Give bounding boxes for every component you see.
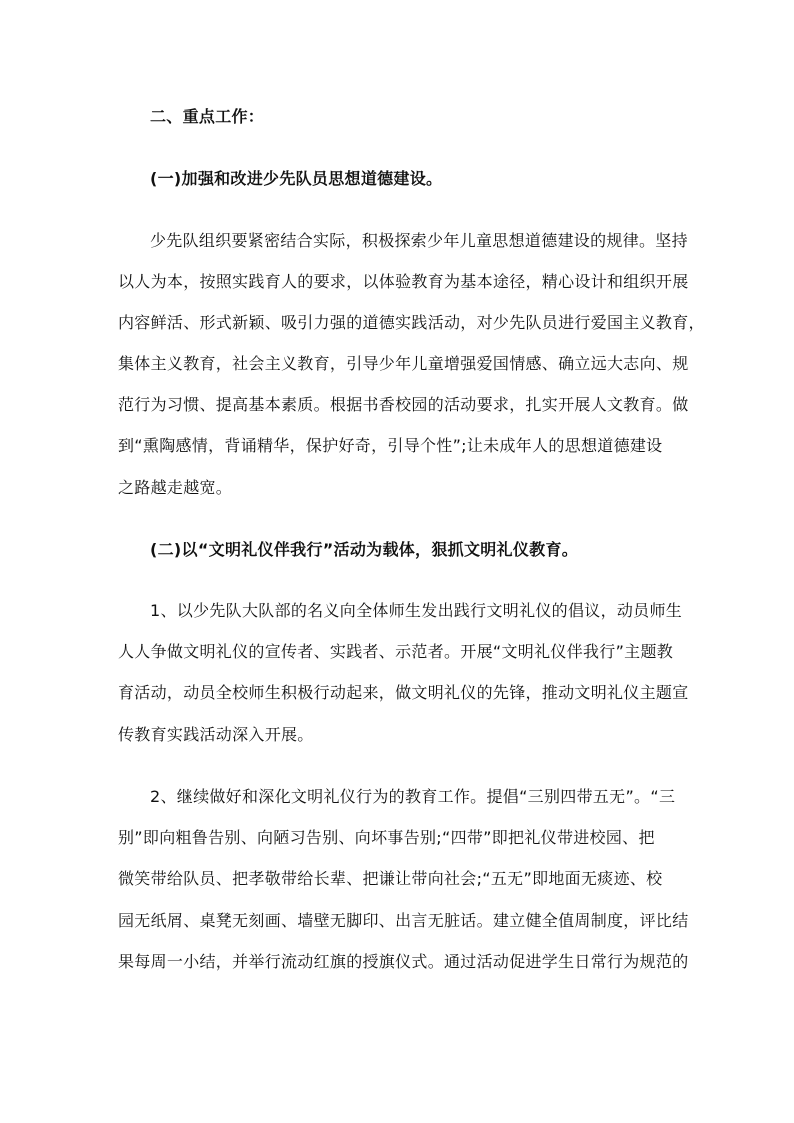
paragraph-line: 别”即向粗鲁告别、向陋习告别、向坏事告别;“四带”即把礼仪带进校园、把 — [118, 828, 655, 847]
paragraph-line: 育活动，动员全校师生积极行动起来，做文明礼仪的先锋，推动文明礼仪主题宣 — [118, 683, 689, 702]
paragraph-line: 果每周一小结，并举行流动红旗的授旗仪式。通过活动促进学生日常行为规范的 — [118, 952, 689, 971]
paragraph-line: 微笑带给队员、把孝敬带给长辈、把谦让带向社会;“五无”即地面无痰迹、校 — [118, 869, 663, 888]
paragraph-line: 集体主义教育，社会主义教育，引导少年儿童增强爱国情感、确立远大志向、规 — [118, 354, 689, 373]
section-title: 二、重点工作： — [150, 107, 265, 126]
paragraph-line: 内容鲜活、形式新颖、吸引力强的道德实践活动，对少先队员进行爱国主义教育， — [118, 313, 705, 332]
subsection-heading-2: (二)以“文明礼仪伴我行”活动为载体，狠抓文明礼仪教育。 — [150, 540, 579, 559]
paragraph-line: 传教育实践活动深入开展。 — [118, 725, 314, 744]
paragraph-line: 人人争做文明礼仪的宣传者、实践者、示范者。开展“文明礼仪伴我行”主题教 — [118, 642, 674, 661]
paragraph-line: 到“熏陶感情，背诵精华，保护好奇，引导个性”;让未成年人的思想道德建设 — [118, 436, 663, 455]
paragraph-line: 1、以少先队大队部的名义向全体师生发出践行文明礼仪的倡议，动员师生 — [150, 601, 683, 620]
paragraph-line: 2、继续做好和深化文明礼仪行为的教育工作。提倡“三别四带五无”。“三 — [150, 787, 676, 806]
paragraph-line: 以人为本，按照实践育人的要求，以体验教育为基本途径，精心设计和组织开展 — [118, 272, 689, 291]
paragraph-line: 范行为习惯、提高基本素质。根据书香校园的活动要求，扎实开展人文教育。做 — [118, 395, 689, 414]
paragraph-line: 少先队组织要紧密结合实际，积极探索少年儿童思想道德建设的规律。坚持 — [150, 231, 688, 250]
paragraph-line: 园无纸屑、桌凳无刻画、墙壁无脚印、出言无脏话。建立健全值周制度，评比结 — [118, 911, 689, 930]
paragraph-line: 之路越走越宽。 — [118, 478, 233, 497]
subsection-heading-1: (一)加强和改进少先队员思想道德建设。 — [150, 169, 443, 188]
